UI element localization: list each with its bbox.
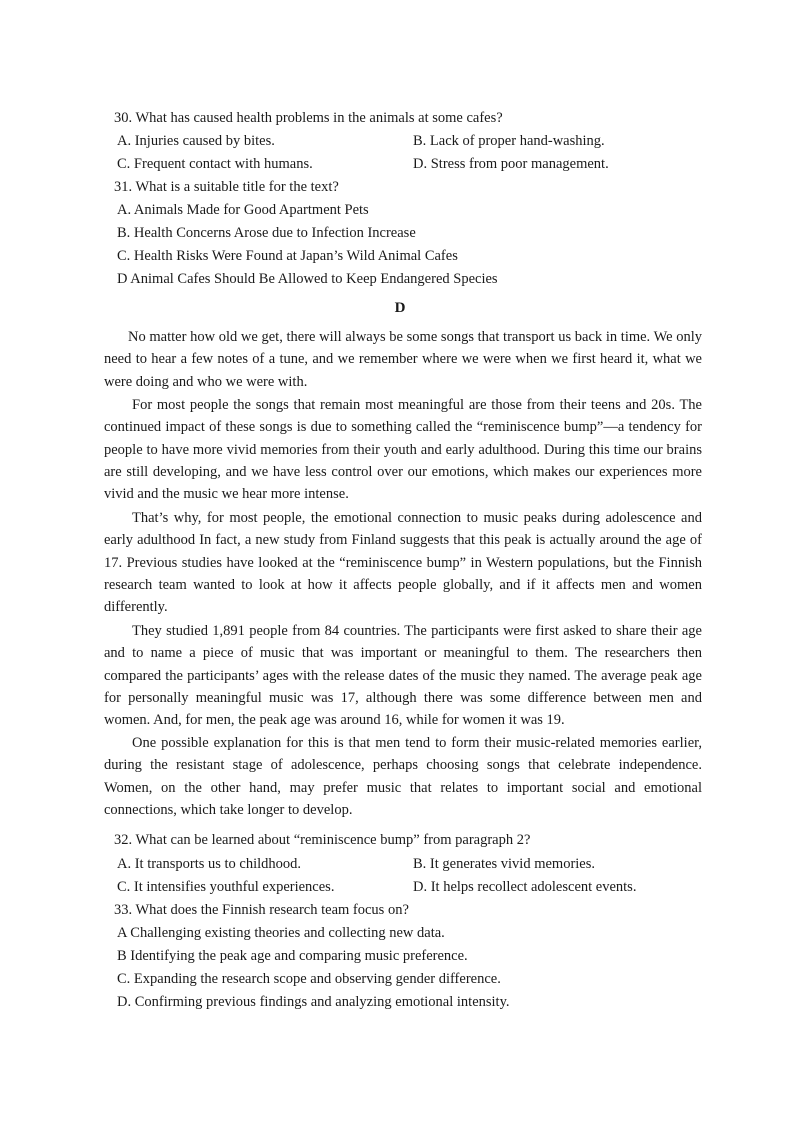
question-30-option-d: D. Stress from poor management. [413, 156, 609, 172]
passage-paragraph-3-text: That’s why, for most people, the emotional connection to music peaks during adolescence and early adulthood In fact, a new study from Finland suggests that this peak is actually around the age of 17. Previous studies have looked at the “reminiscence bump” in Western populations, but the Finnish research team wanted to look at how it affects people globally, and if it affects men and women differently. [104, 510, 702, 616]
question-32-option-b: B. It generates vivid memories. [413, 856, 596, 872]
passage-paragraph-3 [104, 507, 702, 618]
question-30-stem: 30. What has caused health problems in the animals at some cafes? [114, 110, 503, 126]
question-31-stem: 31. What is a suitable title for the text? [114, 179, 339, 195]
question-30-option-b: B. Lack of proper hand-washing. [413, 133, 605, 149]
passage-paragraph-1-text: No matter how old we get, there will always be some songs that transport us back in time. We only need to hear a few notes of a tune, and we remember where we were when we first heard it, what we were doing and who we were with. [104, 329, 702, 390]
passage-paragraph-2 [104, 394, 702, 505]
question-30-option-a: A. Injuries caused by bites. [117, 133, 275, 149]
question-31-option-c: C. Health Risks Were Found at Japan’s Wild Animal Cafes [117, 248, 458, 264]
passage-paragraph-4-text: They studied 1,891 people from 84 countries. The participants were first asked to share their age and to name a piece of music that was important or meaningful to them. The researchers then compared the participants’ ages with the release dates of the music they named. The average peak age for personally meaningful music was 17, although there was some difference between men and women. And, for men, the peak age was around 16, while for women it was 19. [104, 623, 702, 729]
question-32-option-a: A. It transports us to childhood. [117, 856, 302, 872]
question-30-option-c: C. Frequent contact with humans. [117, 156, 313, 172]
passage-paragraph-5-text: One possible explanation for this is that men tend to form their music-related memories earlier, during the resistant stage of adolescence, perhaps choosing songs that celebrate independence. Women, on the other hand, may prefer music that relates to important social and emotional connections, which take longer to develop. [104, 735, 702, 818]
question-32-option-c: C. It intensifies youthful experiences. [117, 879, 335, 895]
question-32-stem: 32. What can be learned about “reminiscence bump” from paragraph 2? [114, 832, 531, 848]
passage-paragraph-5 [104, 732, 702, 821]
passage-paragraph-4 [104, 620, 702, 731]
question-33-option-b: B Identifying the peak age and comparing music preference. [117, 948, 468, 964]
question-33-option-c: C. Expanding the research scope and observing gender difference. [117, 971, 501, 987]
question-33-stem: 33. What does the Finnish research team focus on? [114, 902, 409, 918]
question-32-option-d: D. It helps recollect adolescent events. [413, 879, 637, 895]
passage-paragraph-1 [104, 326, 702, 393]
question-31-option-b: B. Health Concerns Arose due to Infection Increase [117, 225, 416, 241]
passage-section-title: D [394, 300, 406, 316]
passage-paragraph-2-text: For most people the songs that remain most meaningful are those from their teens and 20s. The continued impact of these songs is due to something called the “reminiscence bump”—a tendency for people to have more vivid memories from their youth and early adulthood. During this time our brains are still developing, and we have less control over our emotions, which makes our experiences more vivid and the music we hear more intense. [104, 397, 702, 503]
question-33-option-a: A Challenging existing theories and collecting new data. [117, 925, 445, 941]
question-33-option-d: D. Confirming previous findings and analyzing emotional intensity. [117, 994, 510, 1010]
question-31-option-a: A. Animals Made for Good Apartment Pets [117, 202, 369, 218]
question-31-option-d: D Animal Cafes Should Be Allowed to Keep Endangered Species [117, 271, 498, 287]
